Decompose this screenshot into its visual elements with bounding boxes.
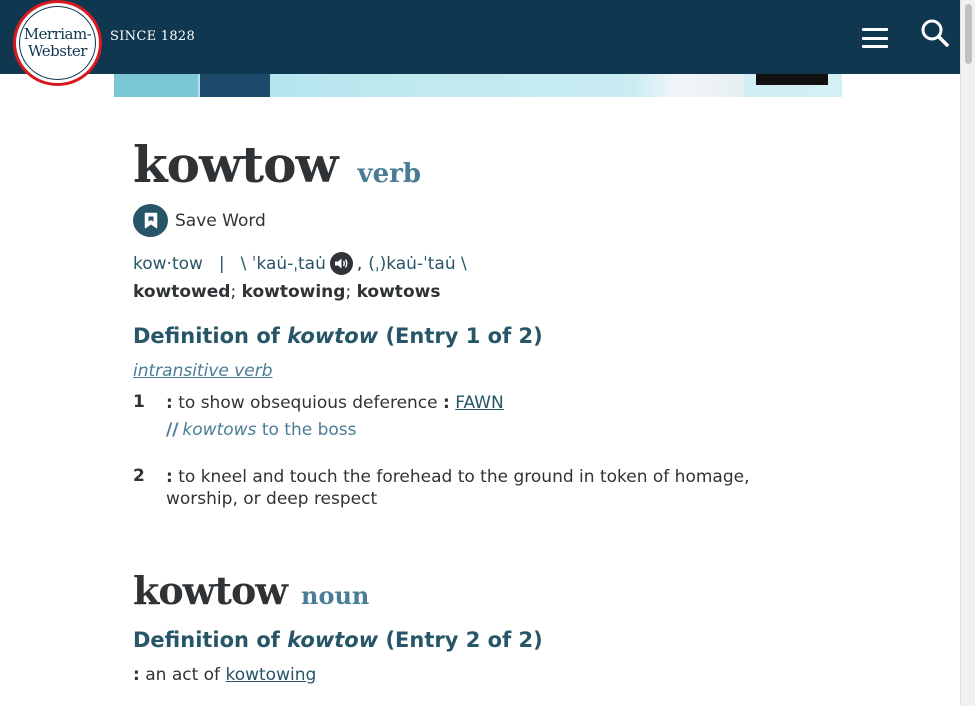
heading-word: kowtow [287, 628, 379, 652]
inflections-row [133, 282, 440, 302]
heading-prefix: Definition of [133, 628, 280, 652]
hamburger-menu-icon[interactable] [862, 28, 888, 48]
entry2-headword: kowtow [133, 568, 287, 613]
save-word-button[interactable] [133, 204, 266, 237]
definition-colon: : [166, 467, 173, 487]
example-slashes: // [166, 420, 179, 440]
definition-colon: : [166, 393, 173, 413]
entry2-definition-heading [133, 628, 543, 652]
ad-image-plane [634, 74, 744, 97]
pronunciation-1[interactable]: \ ˈkau̇-ˌtau̇ [240, 253, 326, 274]
ad-image-left [114, 74, 198, 97]
sense-number: 1 [133, 392, 145, 412]
ad-image-middle [200, 74, 270, 97]
kowtowing-link[interactable]: kowtowing [225, 665, 317, 685]
example-rest: to the boss [261, 420, 357, 440]
entry1-headword: kowtow [133, 135, 338, 194]
definition-text: to show obsequious deference [178, 393, 438, 413]
heading-suffix: (Entry 2 of 2) [385, 628, 543, 652]
page-scrollbar[interactable] [960, 0, 975, 706]
bookmark-icon [133, 204, 168, 237]
logo-line-2: Webster [28, 42, 87, 60]
pronunciation-row [133, 252, 467, 275]
pronunciation-separator: | [218, 253, 225, 274]
entry1-headword-row [133, 135, 421, 194]
advertisement-banner[interactable] [114, 74, 842, 97]
logo-line-1: Merriam- [23, 25, 92, 43]
heading-word: kowtow [287, 324, 379, 348]
merriam-webster-logo[interactable] [13, 0, 102, 86]
heading-prefix: Definition of [133, 324, 280, 348]
heading-suffix: (Entry 1 of 2) [385, 324, 543, 348]
pronunciation-2[interactable]: (ˌ)kau̇-ˈtau̇ \ [368, 253, 467, 274]
save-word-label: Save Word [175, 210, 266, 231]
definition-colon: : [133, 665, 140, 685]
definition-text: an act of [145, 665, 221, 685]
site-header [0, 0, 960, 74]
synonym-colon: : [443, 393, 450, 413]
pronunciation-comma: , [356, 253, 363, 274]
search-icon[interactable] [920, 18, 950, 48]
example-word: kowtows [182, 420, 257, 440]
usage-example [166, 419, 776, 441]
inflection: kowtows [356, 282, 441, 302]
synonym-link-fawn[interactable]: FAWN [455, 393, 504, 413]
entry2-definition [133, 665, 316, 685]
inflection-separator: ; [345, 282, 352, 302]
since-tagline: SINCE 1828 [110, 29, 196, 44]
entry1-definition-heading [133, 324, 543, 348]
inflection-separator: ; [230, 282, 237, 302]
entry2-part-of-speech[interactable]: noun [301, 581, 370, 610]
scrollbar-thumb[interactable] [965, 4, 972, 64]
sense-number: 2 [133, 466, 145, 486]
entry2-headword-row [133, 568, 369, 613]
ad-cta-button[interactable] [756, 74, 828, 85]
speaker-icon[interactable] [330, 252, 353, 275]
intransitive-verb-link[interactable]: intransitive verb [133, 361, 273, 381]
definition-text: to kneel and touch the forehead to the ground in token of homage, worship, or deep respect [166, 467, 750, 509]
inflection: kowtowed [133, 282, 231, 302]
entry1-part-of-speech[interactable]: verb [357, 159, 422, 189]
syllables: kow·tow [133, 253, 203, 274]
inflection: kowtowing [241, 282, 346, 302]
